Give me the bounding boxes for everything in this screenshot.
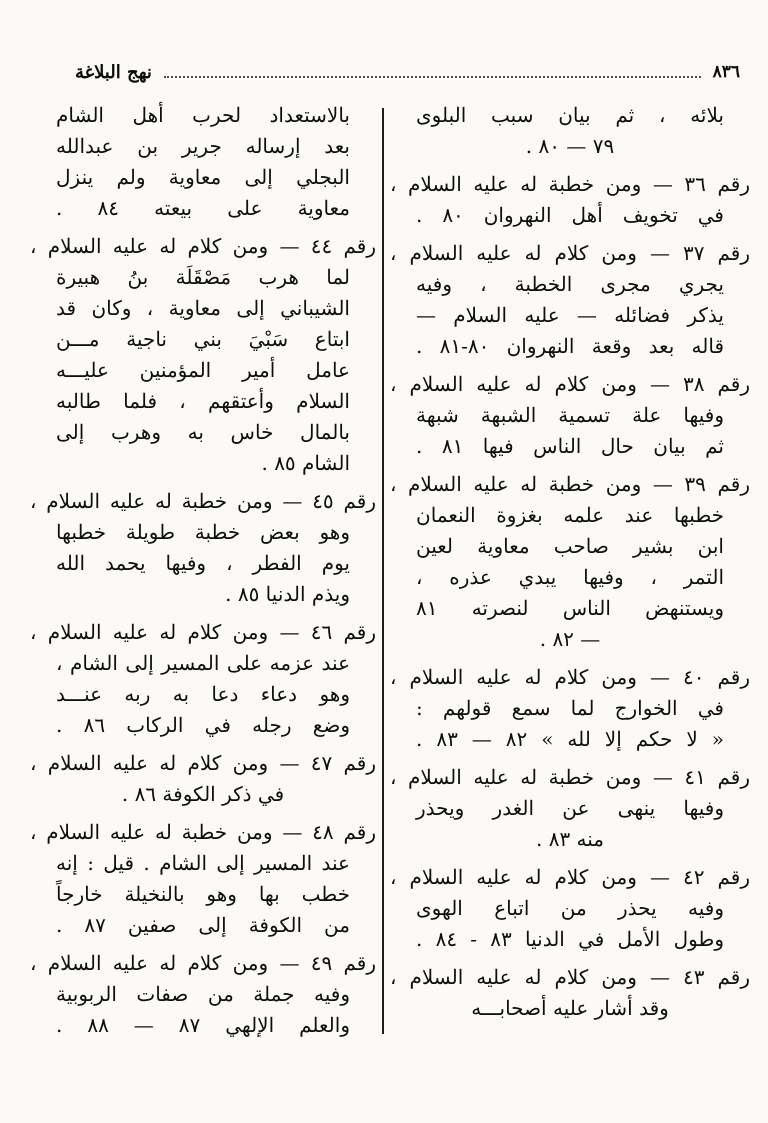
left-column-line-4: معاوية على بيعته ٨٤ . [56,196,350,220]
right-column-line-13: خطبها عند علمه بغزوة النعمان [416,503,724,527]
toc-right-column [390,100,750,1041]
page-number: ٨٣٦ [712,62,740,82]
left-column-line-8: ابتاع سَبْيَ بني ناجية مـــن [56,327,350,351]
right-column-line-6: يجري مجرى الخطبة ، وفيه [416,272,724,296]
left-column-line-16: ويذم الدنيا ٨٥ . [225,582,350,606]
right-column-line-18: رقم ٤٠ — ومن كلام له عليه السلام ، [390,665,751,689]
left-column-line-29: والعلم الإلهي ٨٧ — ٨٨ . [56,1013,350,1037]
left-column-line-18: عند عزمه على المسير إلى الشام ، [56,651,350,675]
left-column-line-7: الشيباني إلى معاوية ، وكان قد [56,296,350,320]
left-column-line-27: رقم ٤٩ — ومن كلام له عليه السلام ، [30,951,377,975]
left-column-line-12: الشام ٨٥ . [261,451,350,475]
left-column-line-13: رقم ٤٥ — ومن خطبة له عليه السلام ، [30,489,376,513]
right-column-line-27: رقم ٤٣ — ومن كلام له عليه السلام ، [390,965,751,989]
right-column-line-12: رقم ٣٩ — ومن خطبة له عليه السلام ، [390,472,750,496]
left-column-line-9: عامل أمير المؤمنين عليـــه [56,358,350,382]
left-column-line-14: وهو بعض خطبة طويلة خطبها [56,520,350,544]
left-column-line-17: رقم ٤٦ — ومن كلام له عليه السلام ، [30,620,377,644]
right-column-line-22: وفيها ينهى عن الغدر ويحذر [416,796,724,820]
left-column-line-26: من الكوفة إلى صفين ٨٧ . [56,913,350,937]
right-column-line-10: وفيها علة تسمية الشبهة شبهة [416,403,724,427]
right-column-line-25: وفيه يحذر من اتباع الهوى [416,896,724,920]
right-column-line-15: التمر ، وفيها يبدي عذره ، [416,565,724,589]
header-dotted-rule [164,76,701,78]
right-column-line-24: رقم ٤٢ — ومن كلام له عليه السلام ، [390,865,751,889]
left-column-line-11: بالمال خاس به وهرب إلى [56,420,350,444]
column-divider [382,108,384,1034]
right-column-line-3: رقم ٣٦ — ومن خطبة له عليه السلام ، [390,172,750,196]
left-column-line-22: في ذكر الكوفة ٨٦ . [121,782,285,806]
left-column-line-21: رقم ٤٧ — ومن كلام له عليه السلام ، [30,751,377,775]
right-column-line-11: ثم بيان حال الناس فيها ٨١ . [416,434,724,458]
right-column-line-28: وقد أشار عليه أصحابـــه [471,996,669,1020]
right-column-line-5: رقم ٣٧ — ومن كلام له عليه السلام ، [390,241,751,265]
left-column-line-3: البجلي إلى معاوية ولم ينزل [56,165,350,189]
toc-left-column [30,100,376,1041]
right-column-line-9: رقم ٣٨ — ومن كلام له عليه السلام ، [390,372,751,396]
left-column-line-24: عند المسير إلى الشام . قيل : إنه [56,851,350,875]
book-title: نهج البلاغة [75,61,152,83]
right-column-line-16: ويستنهض الناس لنصرته ٨١ [416,596,724,620]
left-column-line-10: السلام وأعتقهم ، فلما طالبه [56,389,350,413]
left-column-line-20: وضع رجله في الركاب ٨٦ . [56,713,350,737]
left-column-line-6: لما هرب مَصْقَلَة بنُ هبيرة [56,265,350,289]
left-column-line-15: يوم الفطر ، وفيها يحمد الله [56,551,350,575]
right-column-line-4: في تخويف أهل النهروان ٨٠ . [416,203,724,227]
left-column-line-28: وفيه جملة من صفات الربوبية [56,982,350,1006]
left-column-line-1: بالاستعداد لحرب أهل الشام [56,103,350,127]
left-column-line-19: وهو دعاء دعا به ربه عنـــد [56,682,350,706]
right-column-line-23: منه ٨٣ . [535,827,605,851]
right-column-line-2: ٧٩ — ٨٠ . [525,134,615,158]
left-column-line-25: خطب بها وهو بالنخيلة خارجاً [56,882,350,906]
left-column-line-5: رقم ٤٤ — ومن كلام له عليه السلام ، [30,234,377,258]
right-column-line-21: رقم ٤١ — ومن خطبة له عليه السلام ، [390,765,750,789]
right-column-line-14: ابن بشير صاحب معاوية لعين [416,534,724,558]
right-column-line-1: بلائه ، ثم بيان سبب البلوى [416,103,724,127]
right-column-line-8: قاله بعد وقعة النهروان ٨٠-٨١ . [416,334,725,358]
right-column-line-20: « لا حكم إلا لله » ٨٢ — ٨٣ . [416,727,725,751]
right-column-line-19: في الخوارج لما سمع قولهم : [416,696,724,720]
left-column-line-23: رقم ٤٨ — ومن خطبة له عليه السلام ، [30,820,376,844]
page-header [75,56,740,88]
right-column-line-17: — ٨٢ . [539,627,601,651]
toc-content [30,100,750,1041]
right-column-line-7: يذكر فضائله — عليه السلام — [416,303,724,327]
left-column-line-2: بعد إرساله جرير بن عبدالله [56,134,350,158]
right-column-line-26: وطول الأمل في الدنيا ٨٣ - ٨٤ . [416,927,725,951]
